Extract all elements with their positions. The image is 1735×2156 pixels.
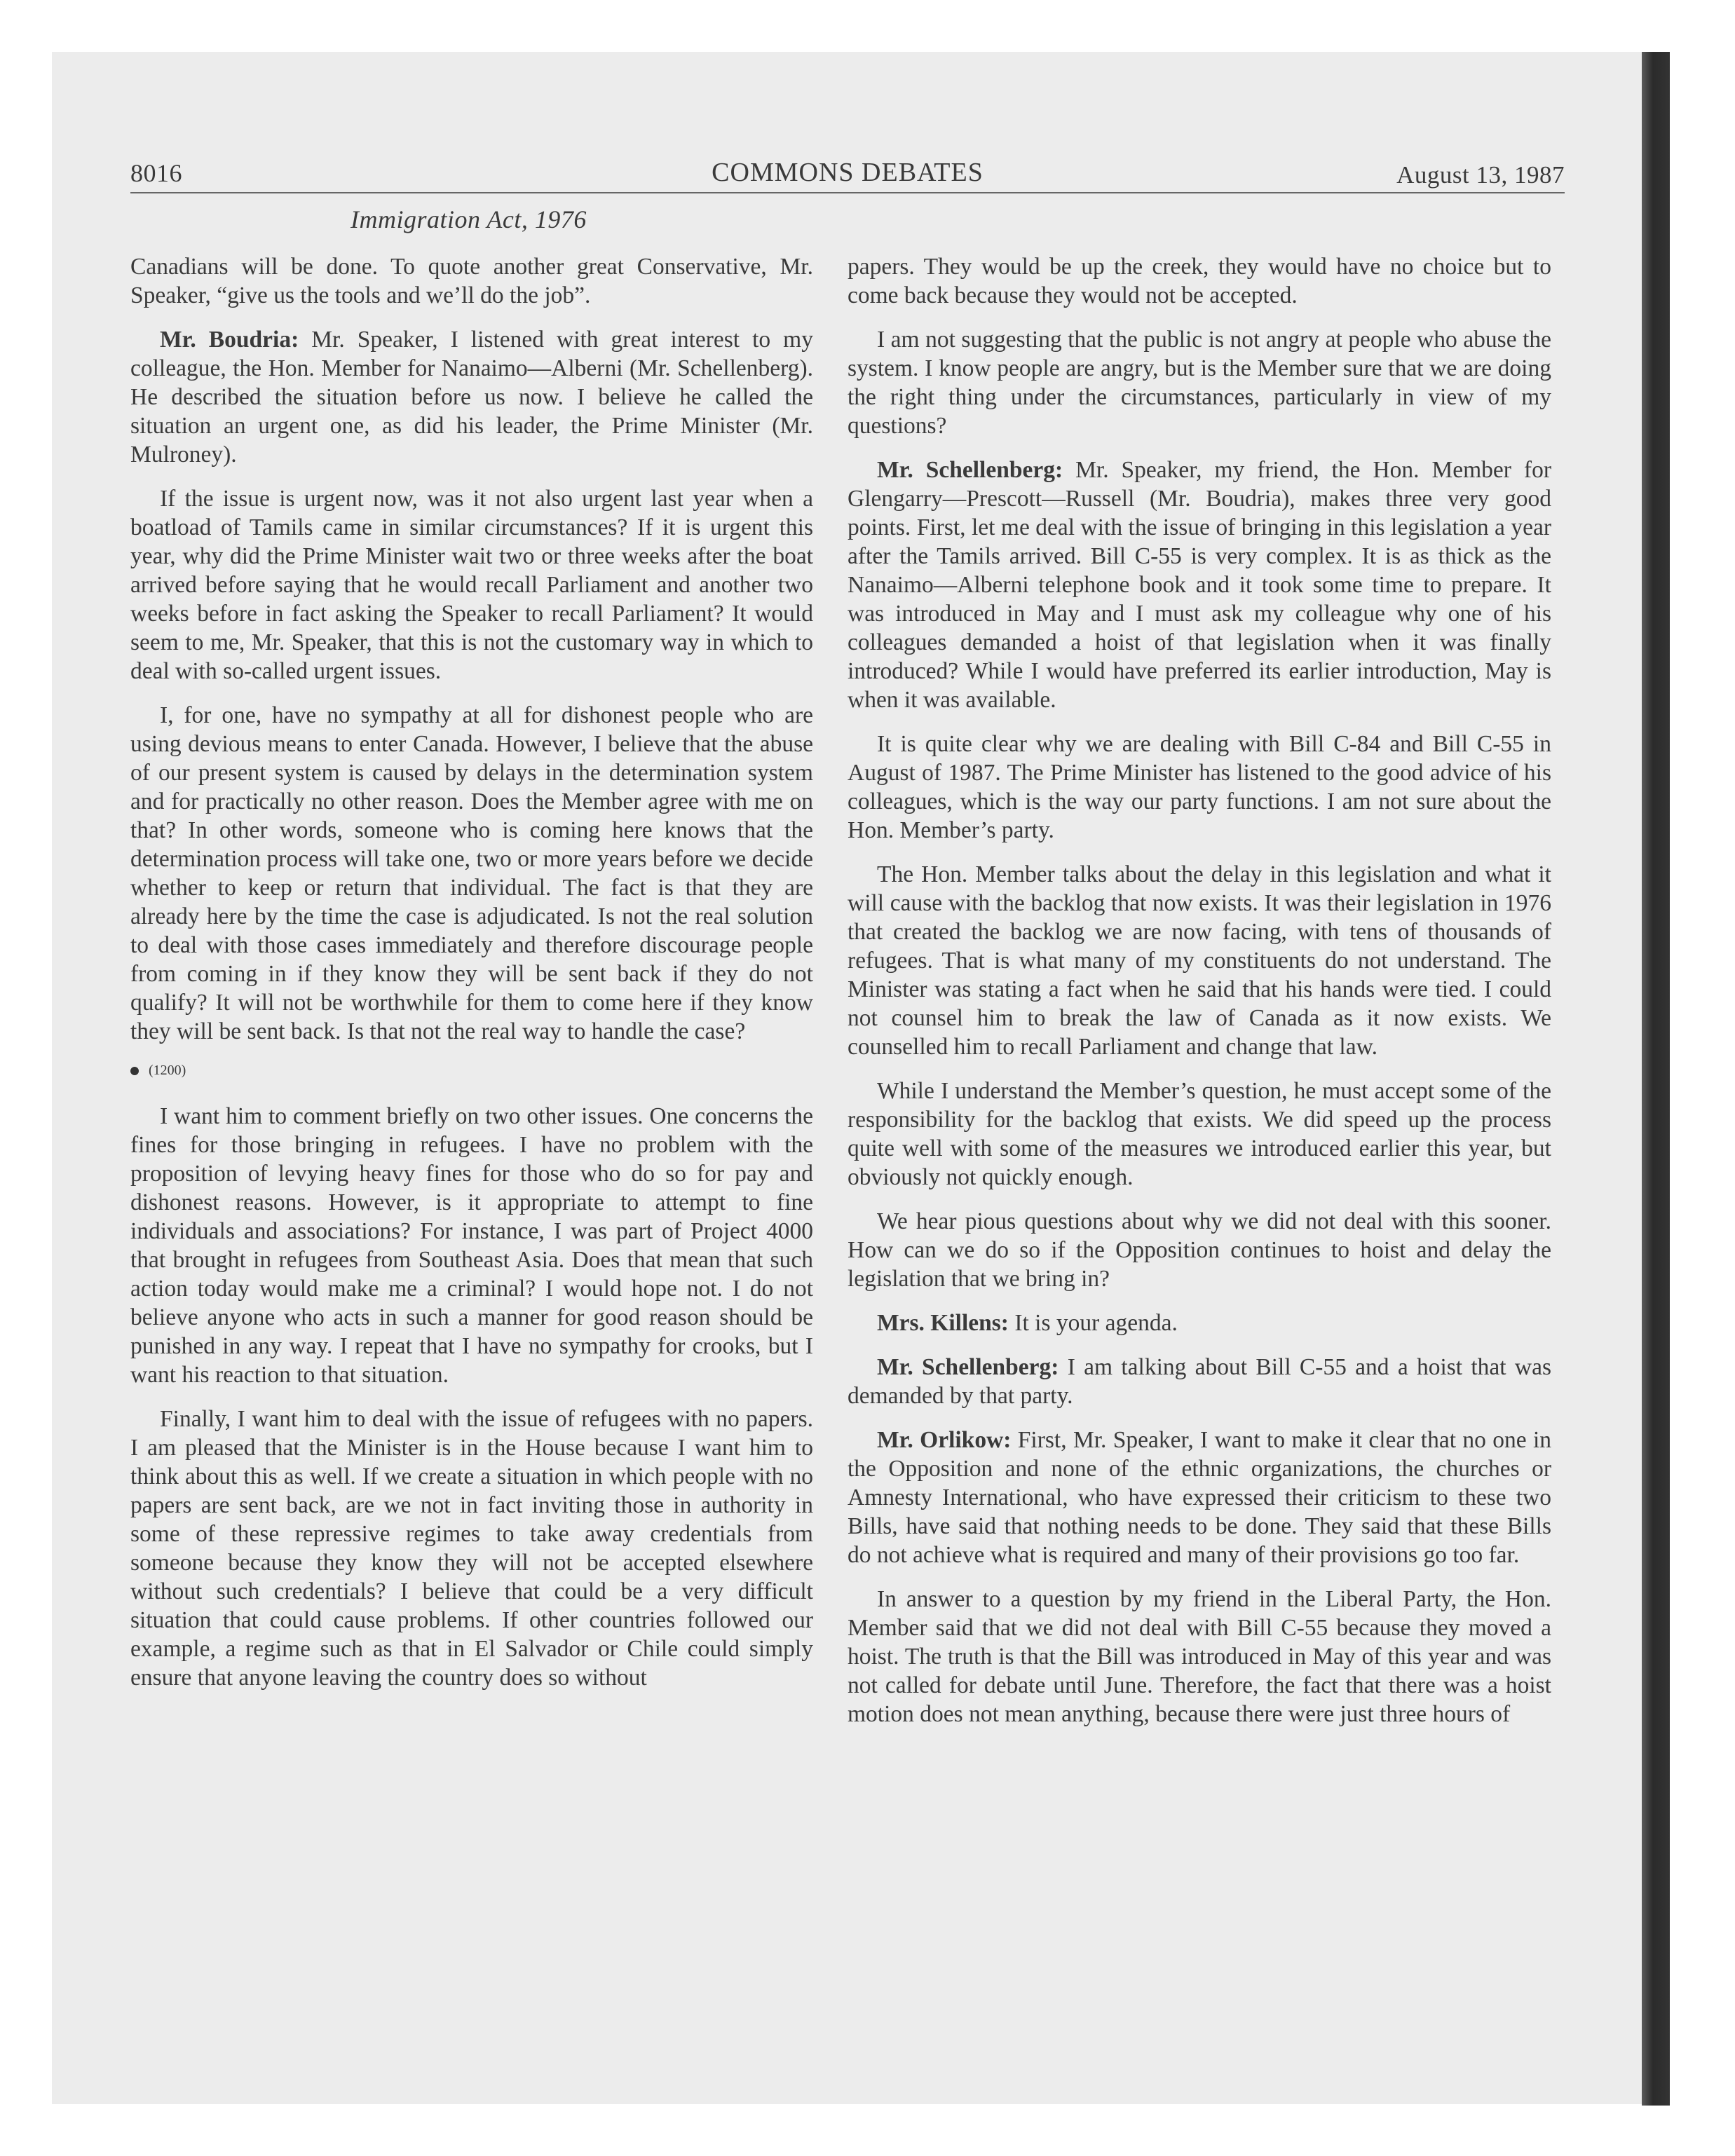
speaker-name: Mr. Boudria: <box>160 327 299 353</box>
speaker-name: Mrs. Killens: <box>877 1310 1009 1336</box>
paragraph: We hear pious questions about why we did not deal with this sooner. How can we do so if the Opposition continues to hoist and delay the legislation that we bring in? <box>848 1208 1551 1292</box>
paragraph: I, for one, have no sympathy at all for dishonest people who are using devious means to enter Canada. However, I believe that the abuse of our present system is caused by delays in the determination system and for practically no other reason. Does the Member agree with me on that? In other words, someone who is coming here knows that the determination process will take one, two or more years before we decide whether to keep or return that individual. The fact is that they are already here by the time the case is adjudicated. Is not the real solution to deal with those cases immediately and therefore discourage people from coming in if they know they will be sent back if they do not qualify? It will not be worthwhile for them to come here if they know they will be sent back. Is that not the real way to handle the case? <box>130 702 813 1044</box>
speaker-name: Mr. Schellenberg: <box>877 457 1063 483</box>
bullet-icon <box>130 1067 139 1075</box>
left-column <box>130 252 813 1707</box>
speech-text: First, Mr. Speaker, I want to make it clear that no one in the Opposition and none of the ethnic organizations, the churches or Amnesty International, who have expressed their criticism to these two Bills, have said that nothing needs to be done. They said that these Bills do not achieve what is required and many of their provisions go too far. <box>848 1427 1551 1568</box>
speech-paragraph <box>848 1426 1551 1569</box>
paragraph: I am not suggesting that the public is not angry at people who abuse the system. I know people are angry, but is the Member sure that we are doing the right thing under the circumstances, particularly in view of my questions? <box>848 327 1551 439</box>
paragraph: I want him to comment briefly on two other issues. One concerns the fines for those bringing in refugees. I have no problem with the proposition of levying heavy fines for those who do so for pay and dishonest reasons. However, is it appropriate to attempt to fine individuals and associations? For instance, I was part of Project 4000 that brought in refugees from Southeast Asia. Does that mean that such action today would make me a criminal? I would hope not. I do not believe anyone who acts in such a manner for good reason should be punished in any way. I repeat that I have no sympathy for crooks, but I want his reaction to that situation. <box>130 1103 813 1388</box>
speech-text: Mr. Speaker, my friend, the Hon. Member for Glengarry—Prescott—Russell (Mr. Boudria), makes three very good points. First, let me deal with the issue of bringing in this legislation a year after the Tamils arrived. Bill C-55 is very complex. It is as thick as the Nanaimo—Alberni telephone book and it took some time to prepare. It was introduced in May and I must ask my colleague why one of his colleagues demanded a hoist of that legislation when it was finally introduced? While I would have preferred its earlier introduction, May is when it was available. <box>848 457 1551 713</box>
speaker-name: Mr. Orlikow: <box>877 1427 1012 1453</box>
speech-paragraph <box>848 1309 1551 1337</box>
speech-text: It is your agenda. <box>1008 1310 1178 1336</box>
speech-text: I am talking about Bill C-55 and a hoist that was demanded by that party. <box>848 1354 1551 1409</box>
paragraph: papers. They would be up the creek, they would have no choice but to come back because they would not be accepted. <box>848 254 1551 308</box>
speech-paragraph <box>130 325 813 469</box>
running-head <box>130 153 1565 193</box>
journal-title: COMMONS DEBATES <box>712 158 984 187</box>
paragraph: Canadians will be done. To quote another great Conservative, Mr. Speaker, “give us the tools and we’ll do the job”. <box>130 254 813 308</box>
paragraph: Finally, I want him to deal with the issue of refugees with no papers. I am pleased that the Minister is in the House because I want him to think about this as well. If we create a situation in which people with no papers are sent back, are we not in fact inviting those in authority in some of these repressive regimes to take away credentials from someone because they know they will not be accepted elsewhere without such credentials? I believe that could be a very difficult situation that could cause problems. If other countries followed our example, a regime such as that in El Salvador or Chile could simply ensure that anyone leaving the country does so without <box>130 1406 813 1691</box>
debate-date: August 13, 1987 <box>1396 161 1565 189</box>
paragraph: It is quite clear why we are dealing with Bill C-84 and Bill C-55 in August of 1987. The Prime Minister has listened to the good advice of his colleagues, which is the way our party functions. I am not sure about the Hon. Member’s party. <box>848 731 1551 843</box>
speech-text: Mr. Speaker, I listened with great interest to my colleague, the Hon. Member for Nanaimo—Alberni (Mr. Schellenberg). He described the situation before us now. I believe he called the situation an urgent one, as did his leader, the Prime Minister (Mr. Mulroney). <box>130 327 813 468</box>
paragraph: If the issue is urgent now, was it not also urgent last year when a boatload of Tamils came in similar circumstances? If it is urgent this year, why did the Prime Minister wait two or three weeks after the boat arrived before saying that he would recall Parliament and another two weeks before in fact asking the Speaker to recall Parliament? It would seem to me, Mr. Speaker, that this is not the customary way in which to deal with so-called urgent issues. <box>130 486 813 684</box>
speaker-name: Mr. Schellenberg: <box>877 1354 1059 1380</box>
page-number: 8016 <box>130 159 182 187</box>
right-column <box>848 252 1551 1744</box>
paragraph: While I understand the Member’s question, he must accept some of the responsibility for the backlog that exists. We did speed up the process quite well with some of the measures we introduced earlier this year, but obviously not quickly enough. <box>848 1078 1551 1190</box>
speech-paragraph <box>848 1353 1551 1410</box>
section-title: Immigration Act, 1976 <box>351 205 587 233</box>
time-marker-text: (1200) <box>149 1063 186 1078</box>
paragraph: In answer to a question by my friend in the Liberal Party, the Hon. Member said that we did not deal with Bill C-55 because they moved a hoist. The truth is that the Bill was introduced in May of this year and was not called for debate until June. Therefore, the fact that there was a hoist motion does not mean anything, because there were just three hours of <box>848 1586 1551 1727</box>
time-marker <box>130 1061 813 1079</box>
paragraph: The Hon. Member talks about the delay in this legislation and what it will cause with the backlog that now exists. It was their legislation in 1976 that created the backlog we are now facing, with tens of thousands of refugees. That is what many of my constituents do not understand. The Minister was stating a fact when he said that his hands were tied. I could not counsel him to break the law of Canada as it now exists. We counselled him to recall Parliament and change that law. <box>848 861 1551 1060</box>
scan-binding-edge <box>1642 52 1670 2106</box>
speech-paragraph <box>848 456 1551 714</box>
